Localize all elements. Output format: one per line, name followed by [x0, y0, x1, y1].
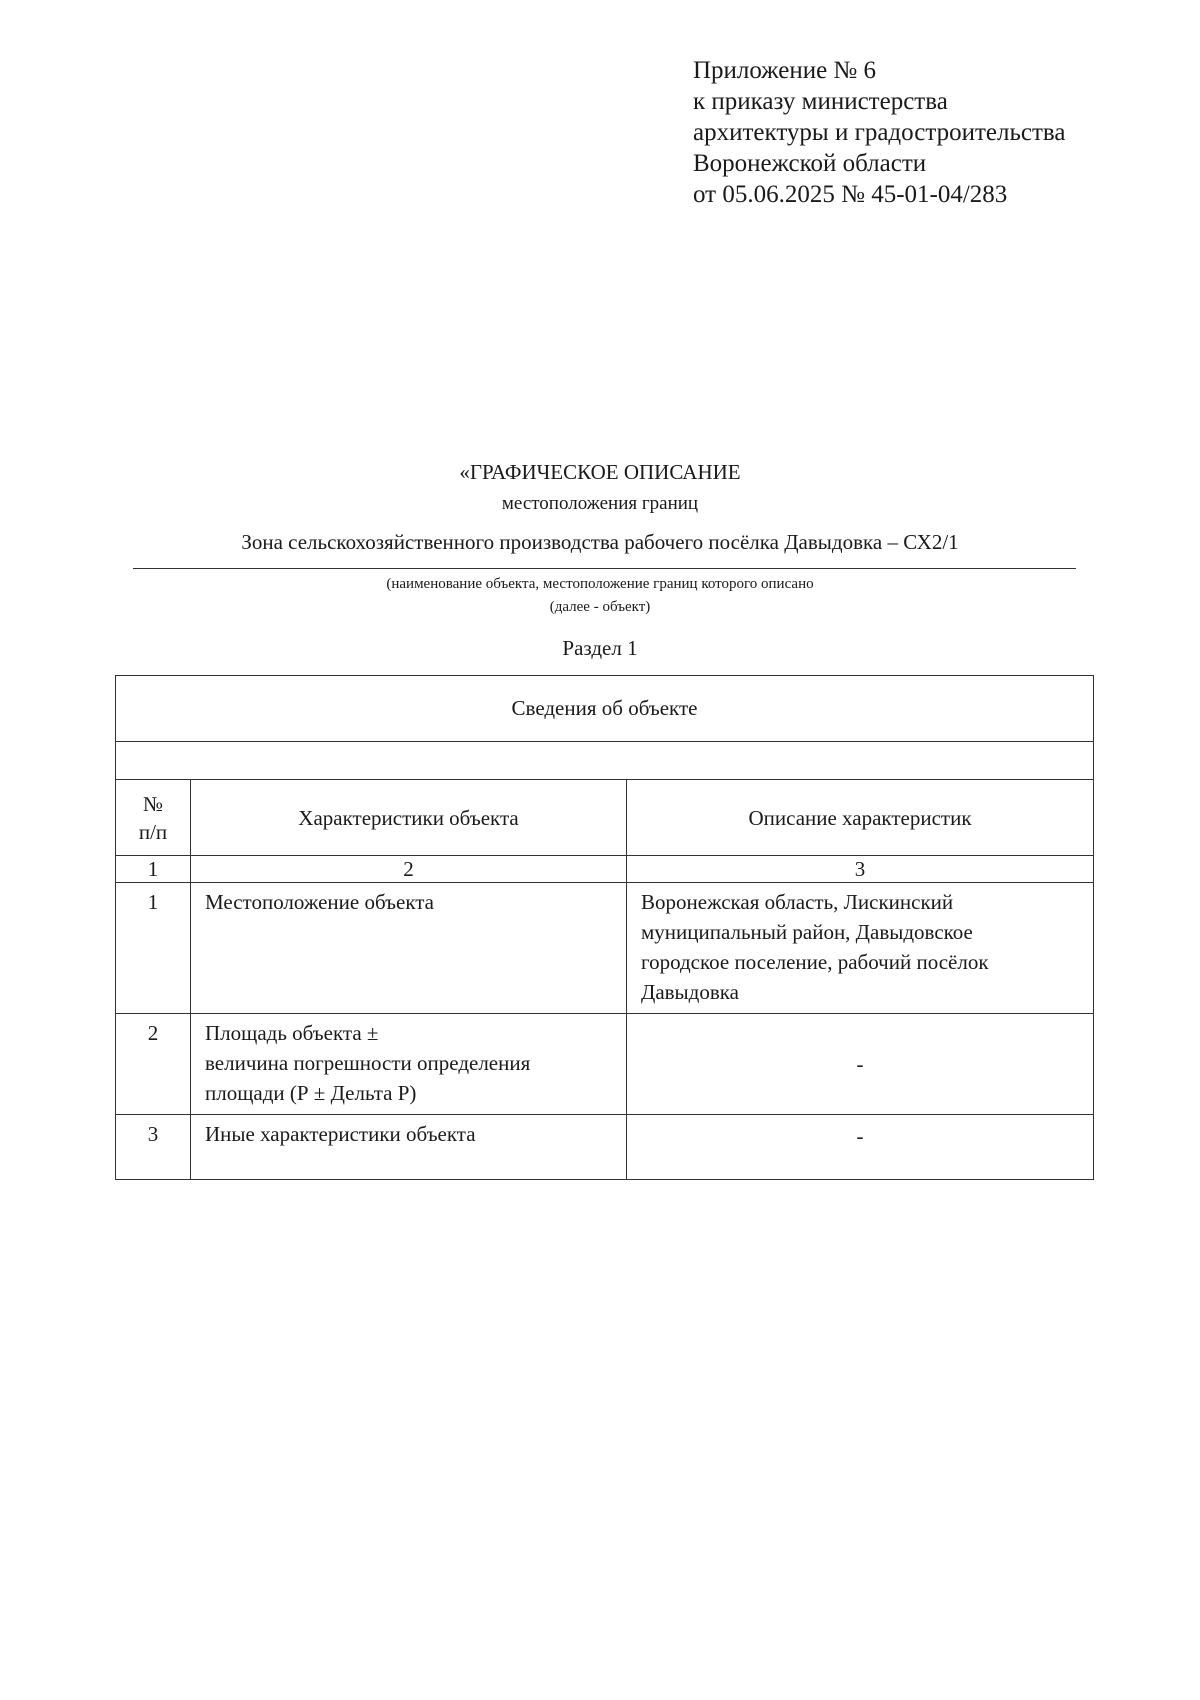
row-number: 2: [116, 1014, 191, 1115]
object-name: Зона сельскохозяйственного производства рабочего посёлка Давыдовка – СХ2/1: [241, 530, 959, 554]
header-number-line2: п/п: [138, 819, 168, 844]
row-number: 3: [116, 1115, 191, 1180]
characteristic-line: площади (Р ± Дельта Р): [205, 1081, 417, 1105]
description-line: Воронежская область, Лискинский: [641, 890, 954, 914]
row-characteristic: [191, 883, 627, 1014]
column-index: 1: [116, 856, 191, 883]
appendix-line: от 05.06.2025 № 45-01-04/283: [693, 181, 1008, 208]
header-description: Описание характеристик: [627, 780, 1094, 856]
row-description: -: [627, 1115, 1094, 1180]
appendix-line: Воронежской области: [693, 150, 927, 177]
document-subtitle: местоположения границ: [501, 493, 699, 514]
object-name-caption-note: (далее - объект): [549, 599, 651, 615]
row-number: 1: [116, 883, 191, 1014]
object-info-table: [115, 675, 1094, 1180]
table-title-row: [116, 676, 1094, 742]
document-title: «ГРАФИЧЕСКОЕ ОПИСАНИЕ: [459, 460, 741, 484]
section-label: Раздел 1: [562, 636, 638, 660]
header-number-line1: №: [142, 791, 164, 816]
table-row: [116, 1115, 1094, 1180]
header-number: [116, 780, 191, 856]
characteristic-line: Местоположение объекта: [205, 890, 435, 914]
appendix-line: Приложение № 6: [693, 57, 877, 84]
header-characteristics: Характеристики объекта: [191, 780, 627, 856]
table-index-row: [116, 856, 1094, 883]
empty-cell: [116, 742, 1094, 780]
description-line: Давыдовка: [641, 980, 739, 1004]
appendix-line: к приказу министерства: [693, 88, 948, 115]
row-characteristic: [191, 1115, 627, 1180]
column-index: 2: [191, 856, 627, 883]
row-description: [627, 883, 1094, 1014]
table-row: [116, 883, 1094, 1014]
table-empty-row: [116, 742, 1094, 780]
object-name-caption: (наименование объекта, местоположение границ которого описано: [386, 576, 814, 592]
table-title: Сведения об объекте: [116, 676, 1094, 742]
characteristic-line: Иные характеристики объекта: [205, 1122, 476, 1146]
characteristic-line: Площадь объекта ±: [205, 1021, 379, 1045]
row-description: -: [627, 1014, 1094, 1115]
appendix-reference: [693, 55, 1065, 210]
column-index: 3: [627, 856, 1094, 883]
description-line: муниципальный район, Давыдовское: [641, 920, 973, 944]
row-characteristic: [191, 1014, 627, 1115]
description-line: городское поселение, рабочий посёлок: [641, 950, 989, 974]
table-header-row: [116, 780, 1094, 856]
table-row: [116, 1014, 1094, 1115]
characteristic-line: величина погрешности определения: [205, 1051, 531, 1075]
appendix-line: архитектуры и градостроительства: [693, 119, 1066, 146]
object-name-underline: [133, 568, 1076, 569]
